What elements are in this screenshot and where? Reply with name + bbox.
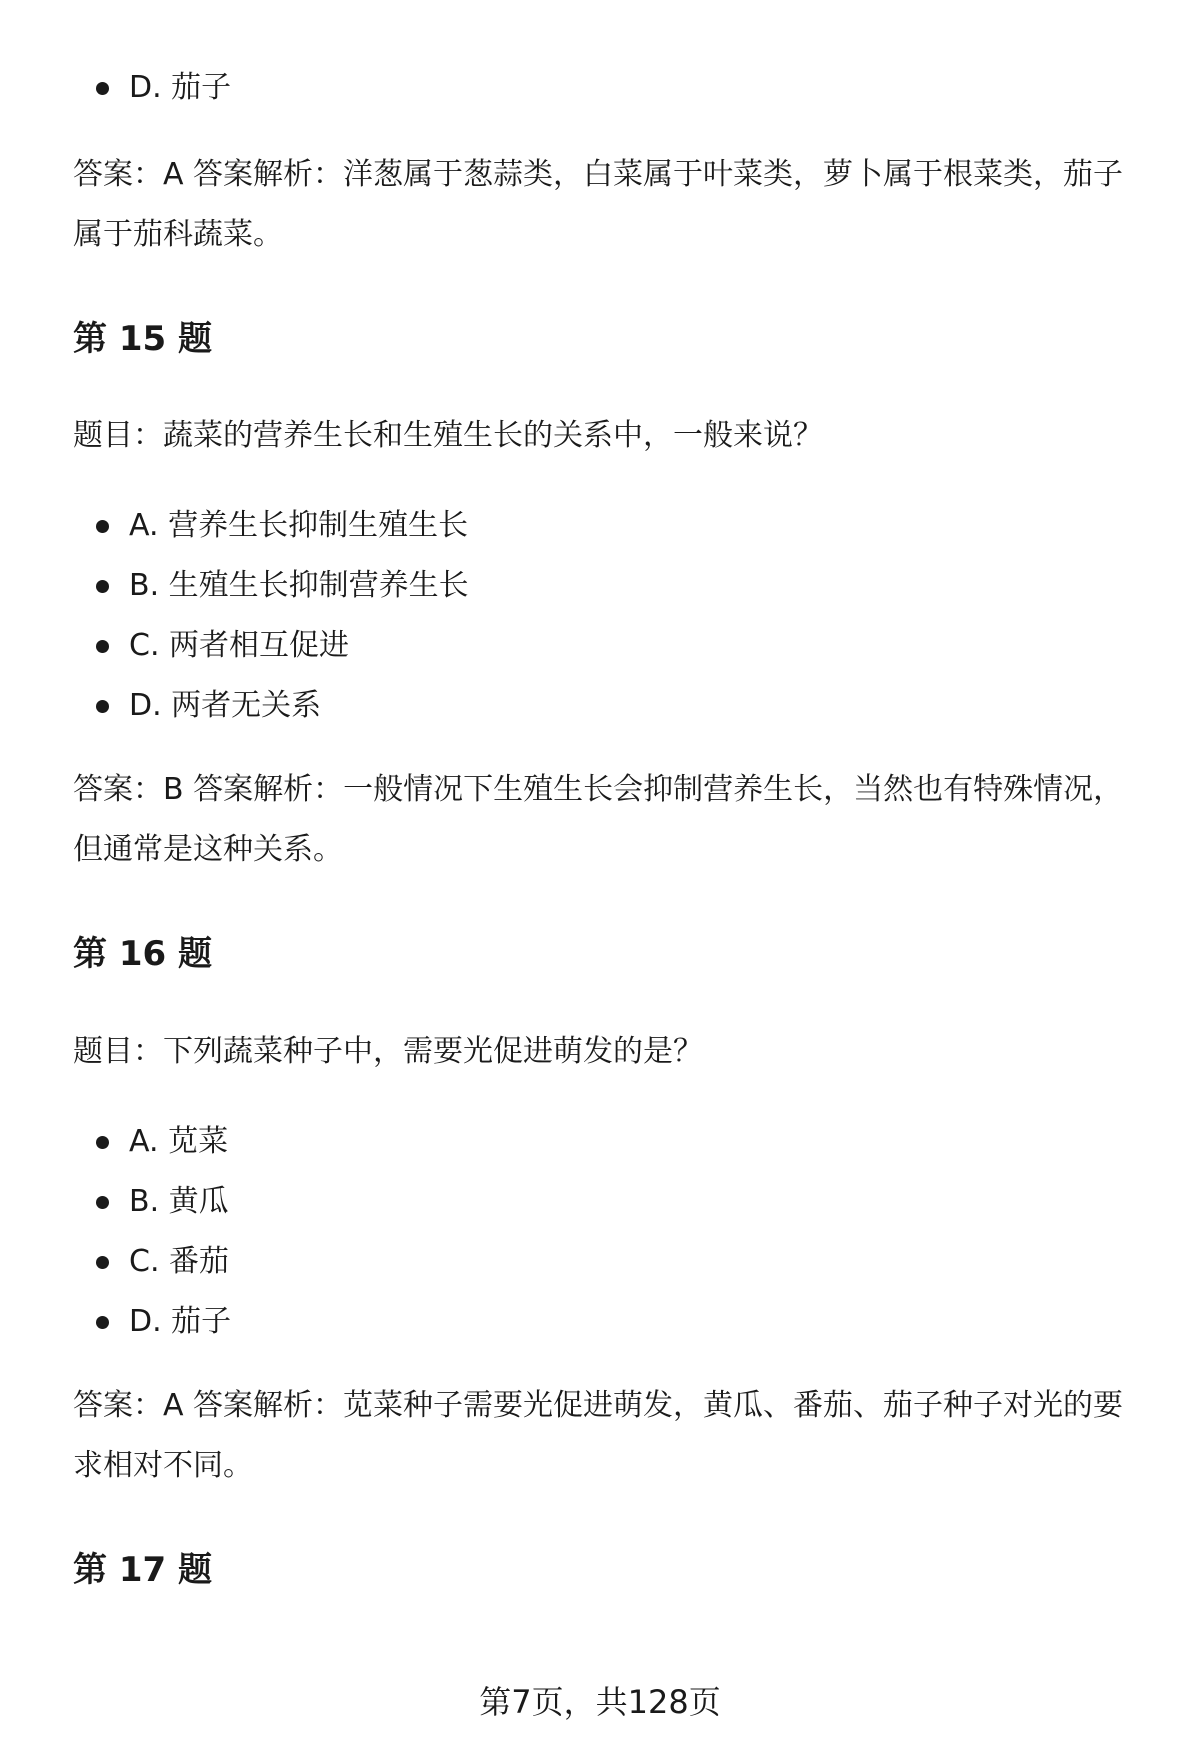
option-label: A. 营养生长抑制生殖生长 <box>129 508 469 543</box>
q16-heading: 第 16 题 <box>73 934 212 974</box>
option-label: C. 两者相互促进 <box>129 628 350 663</box>
q16-answer: 答案：A 答案解析：苋菜种子需要光促进萌发，黄瓜、番茄、茄子种子对光的要求相对不同。 <box>73 1388 1124 1483</box>
option-label: C. 番茄 <box>129 1244 230 1279</box>
q16-question: 题目：下列蔬菜种子中，需要光促进萌发的是？ <box>73 1034 703 1069</box>
bullet-icon <box>96 1256 109 1269</box>
option-label: D. 茄子 <box>129 70 232 105</box>
page-indicator: 第7页，共128页 <box>479 1683 721 1721</box>
bullet-icon <box>96 580 109 593</box>
q15-answer: 答案：B 答案解析：一般情况下生殖生长会抑制营养生长，当然也有特殊情况，但通常是这种关系。 <box>73 772 1124 867</box>
q15-options <box>73 506 1153 746</box>
option-item <box>73 1182 1153 1242</box>
q15-question: 题目：蔬菜的营养生长和生殖生长的关系中，一般来说？ <box>73 418 823 453</box>
bullet-icon <box>96 700 109 713</box>
option-item <box>73 686 1153 746</box>
bullet-icon <box>96 640 109 653</box>
option-label: A. 苋菜 <box>129 1124 229 1159</box>
bullet-icon <box>96 1136 109 1149</box>
option-label: B. 生殖生长抑制营养生长 <box>129 568 469 603</box>
option-item <box>73 506 1153 566</box>
option-item <box>73 1242 1153 1302</box>
option-label: D. 两者无关系 <box>129 688 322 723</box>
bullet-icon <box>96 82 109 95</box>
option-item <box>73 566 1153 626</box>
q15-heading: 第 15 题 <box>73 319 212 359</box>
bullet-icon <box>96 520 109 533</box>
option-label: B. 黄瓜 <box>129 1184 229 1219</box>
option-item <box>73 626 1153 686</box>
q17-heading: 第 17 题 <box>73 1550 212 1590</box>
q14-answer: 答案：A 答案解析：洋葱属于葱蒜类，白菜属于叶菜类，萝卜属于根菜类，茄子属于茄科蔬菜。 <box>73 157 1124 252</box>
bullet-icon <box>96 1316 109 1329</box>
option-item <box>73 1302 1153 1362</box>
q14-options <box>73 68 1153 128</box>
option-label: D. 茄子 <box>129 1304 232 1339</box>
q16-options <box>73 1122 1153 1362</box>
option-item <box>73 68 1153 128</box>
bullet-icon <box>96 1196 109 1209</box>
option-item <box>73 1122 1153 1182</box>
